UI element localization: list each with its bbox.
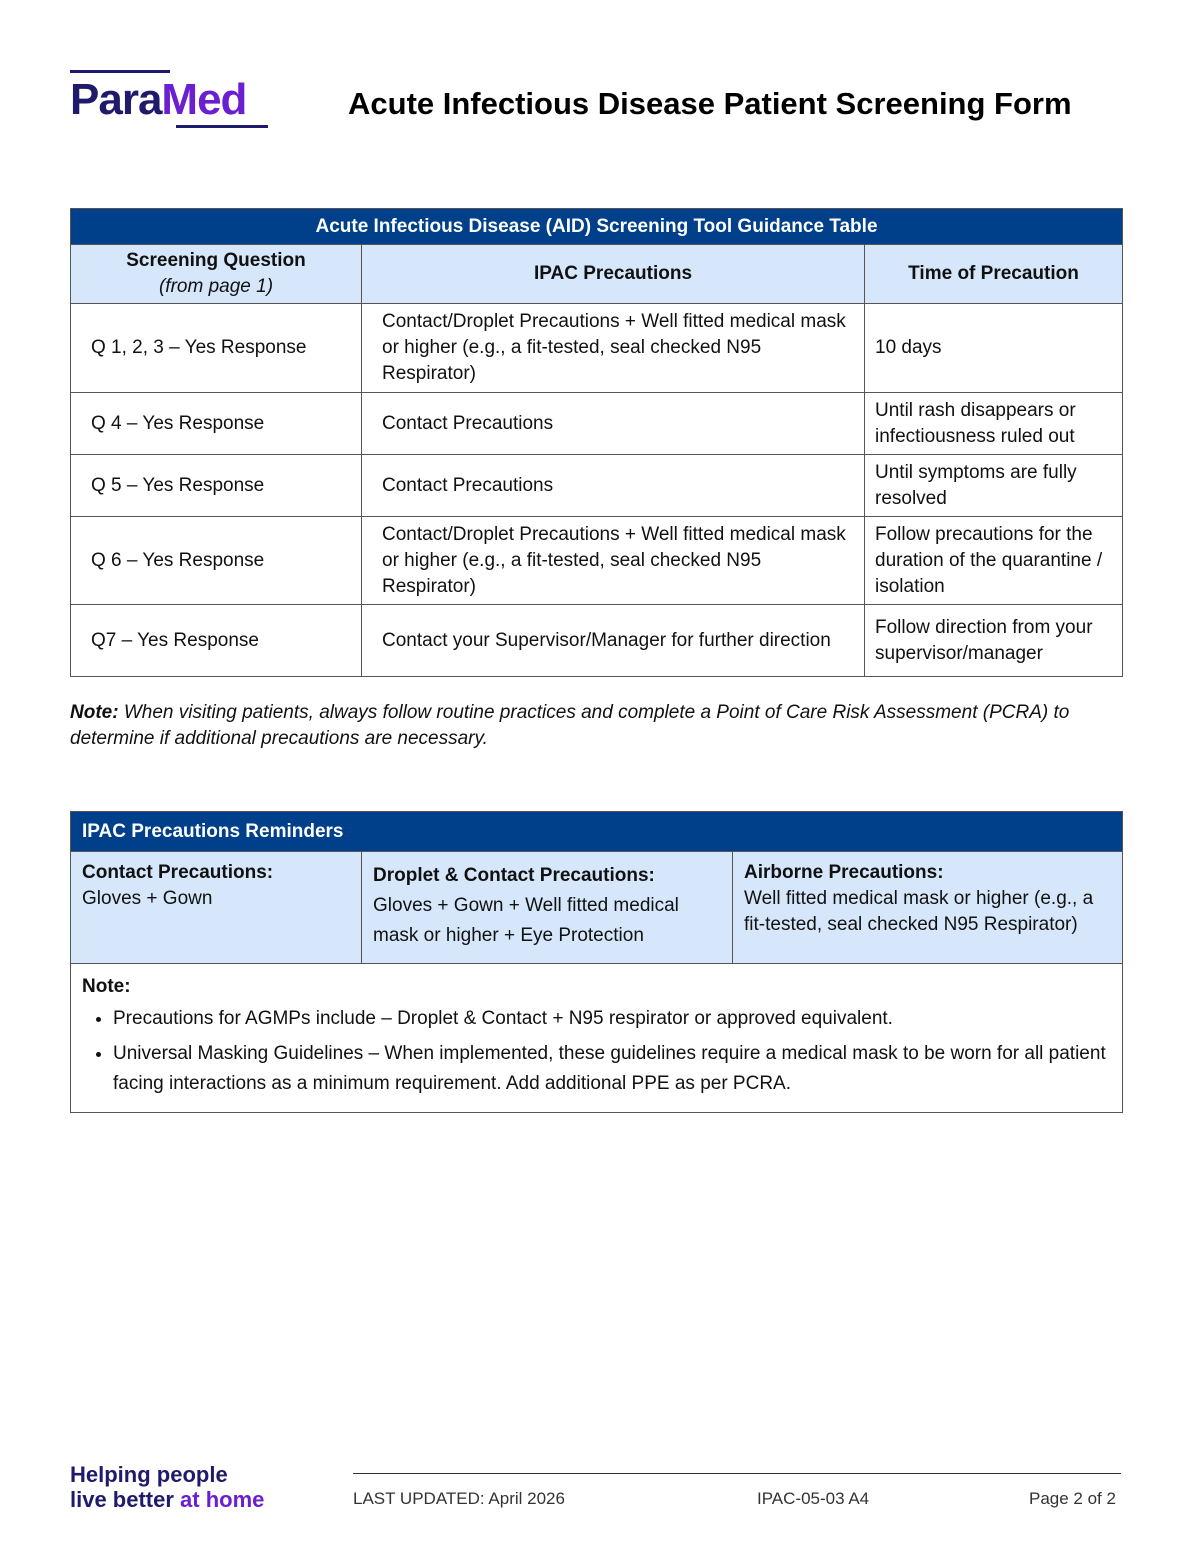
- list-item: • Universal Masking Guidelines – When implemented, these guidelines require a medical mask to be worn for all patient facing interactions as a minimum requirement. Add additional PPE as per PCRA.: [113, 1039, 1111, 1099]
- table-row: [71, 455, 1123, 517]
- tagline-line-2-start: live better: [70, 1487, 181, 1512]
- row-precautions: Contact your Supervisor/Manager for further direction: [362, 605, 865, 677]
- row-question: Q 4 – Yes Response: [71, 393, 362, 455]
- header-screening-question: [71, 245, 362, 304]
- header-question-sub: (from page 1): [158, 276, 274, 297]
- row-time: Follow direction from your supervisor/manager: [865, 605, 1123, 677]
- tagline-line-2-accent: at home: [180, 1487, 265, 1512]
- row-precautions: Contact Precautions: [362, 455, 865, 517]
- droplet-contact-text: Gloves + Gown + Well fitted medical mask or higher + Eye Protection: [373, 895, 679, 946]
- row-time: Until rash disappears or infectiousness ruled out: [865, 393, 1123, 455]
- reminders-note-label: Note:: [82, 976, 131, 997]
- footer-last-updated: LAST UPDATED: April 2026: [353, 1489, 565, 1508]
- paramed-logo: [70, 70, 270, 132]
- page-title: Acute Infectious Disease Patient Screening Form: [348, 86, 1072, 121]
- footer-divider: [353, 1473, 1121, 1474]
- tagline-line-1: Helping people: [70, 1462, 228, 1487]
- reminders-note-cell: [71, 964, 1123, 1113]
- contact-precautions-heading: Contact Precautions:: [82, 862, 274, 883]
- footer-tagline: [70, 1462, 264, 1512]
- routine-practices-note: [70, 700, 1130, 752]
- row-question: Q 6 – Yes Response: [71, 517, 362, 605]
- header-time-of-precaution: Time of Precaution: [865, 245, 1123, 304]
- tagline-line-2: [70, 1487, 264, 1512]
- table-row: [71, 304, 1123, 393]
- footer-doc-code: IPAC-05-03 A4: [757, 1489, 870, 1508]
- header-question-label: Screening Question: [126, 250, 306, 271]
- reminders-note-list: [82, 1004, 1111, 1099]
- list-item: • Precautions for AGMPs include – Droplet & Contact + N95 respirator or approved equivalent.: [113, 1004, 1111, 1034]
- footer-page-number: Page 2 of 2: [1029, 1489, 1116, 1508]
- contact-precautions-cell: [71, 852, 362, 964]
- airborne-heading: Airborne Precautions:: [744, 862, 944, 883]
- reminders-table-title: IPAC Precautions Reminders: [71, 812, 1123, 852]
- contact-precautions-text: Gloves + Gown: [82, 888, 213, 909]
- reminders-table: [70, 811, 1123, 1113]
- row-time: Until symptoms are fully resolved: [865, 455, 1123, 517]
- row-question: Q7 – Yes Response: [71, 605, 362, 677]
- airborne-precautions-cell: [733, 852, 1123, 964]
- logo-part-med: Med: [161, 75, 247, 124]
- table-row: [71, 605, 1123, 677]
- guidance-table: [70, 208, 1123, 677]
- row-time: 10 days: [865, 304, 1123, 393]
- droplet-contact-heading: Droplet & Contact Precautions:: [373, 865, 655, 886]
- header-ipac-precautions: IPAC Precautions: [362, 245, 865, 304]
- airborne-text: Well fitted medical mask or higher (e.g., a fit-tested, seal checked N95 Respirator): [744, 888, 1094, 935]
- row-precautions: Contact Precautions: [362, 393, 865, 455]
- note-text: When visiting patients, always follow routine practices and complete a Point of Care Risk Assessment (PCRA) to determine if additional precautions are necessary.: [70, 702, 1070, 749]
- logo-part-para: Para: [70, 75, 162, 124]
- row-question: Q 5 – Yes Response: [71, 455, 362, 517]
- row-precautions: Contact/Droplet Precautions + Well fitted medical mask or higher (e.g., a fit-tested, seal checked N95 Respirator): [362, 304, 865, 393]
- row-precautions: Contact/Droplet Precautions + Well fitted medical mask or higher (e.g., a fit-tested, seal checked N95 Respirator): [362, 517, 865, 605]
- logo-top-line: [70, 70, 170, 73]
- note-label: Note:: [70, 702, 119, 723]
- logo-underline: [176, 125, 268, 128]
- logo-text: [70, 76, 246, 124]
- row-time: Follow precautions for the duration of the quarantine / isolation: [865, 517, 1123, 605]
- droplet-contact-precautions-cell: [362, 852, 733, 964]
- guidance-table-title: Acute Infectious Disease (AID) Screening Tool Guidance Table: [71, 209, 1123, 245]
- table-row: [71, 393, 1123, 455]
- row-question: Q 1, 2, 3 – Yes Response: [71, 304, 362, 393]
- table-row: [71, 517, 1123, 605]
